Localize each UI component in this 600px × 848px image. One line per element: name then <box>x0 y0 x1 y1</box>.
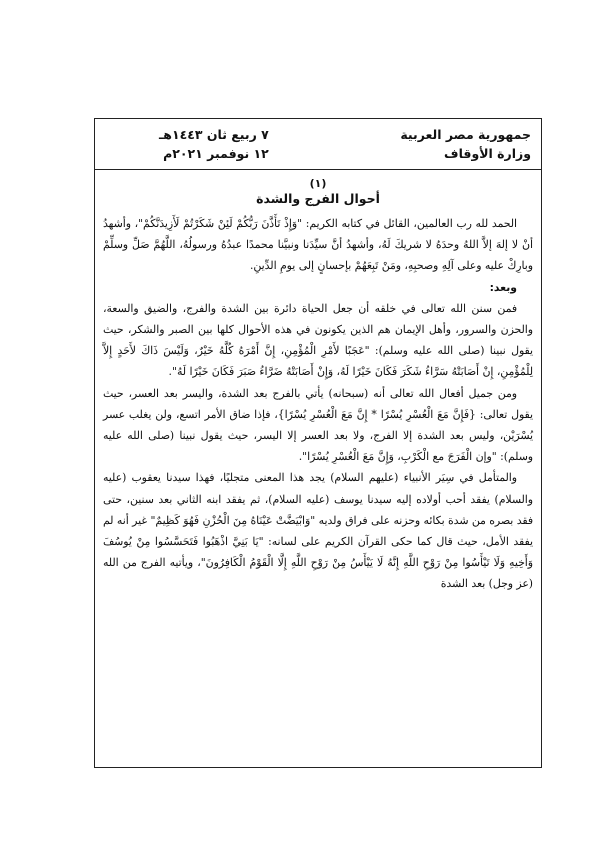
opening-paragraph: الحمد لله رب العالمين، القائل في كتابه الكريم: "وَإِذْ تَأَذَّنَ رَبُّكُمْ لَئِنْ شَكَرْتُمْ لَأَزِيدَنَّكُمْ"، وأشهدُ أنْ لا إلهَ إلاَّ اللهُ وحدَهُ لا شريكَ لَهُ، وأشهدُ أنَّ سيِّدَنا ونبيَّنا محمدًا عبدُهُ ورسولُهُ، اللَّهُمَّ صَلِّ وسلِّمْ وبارِكْ عليه وعلى آلِهِ وصحبِهِ، ومَنْ تَبِعَهُمْ بإحسانٍ إلى يومِ الدِّينِ. <box>103 217 533 273</box>
body-paragraph: ومن جميل أفعال الله تعالى أنه (سبحانه) يأتي بالفرج بعد الشدة، واليسر بعد العسر، حيث يقول تعالى: {فَإِنَّ مَعَ الْعُسْرِ يُسْرًا * إِنَّ مَعَ الْعُسْرِ يُسْرًا}، فإذا ضاق الأمر اتسع، ولن يغلب عسر يُسْرَيْن، وليس بعد الشدة إلا الفرج، ولا بعد العسر إلا اليسر، حيث يقول نبينا (صلى الله عليه وسلم): "وإن الْفَرَجَ مع الْكَرْبِ، وَإِنَّ مَعَ الْعُسْرِ يُسْرًا". <box>103 386 533 464</box>
body-paragraph: والمتأمل في سِيَر الأنبياء (عليهم السلام) يجد هذا المعنى متجليًا، فهذا سيدنا يعقوب (عليه والسلام) يفقد أحب أولاده إليه سيدنا يوسف (عليه السلام)، ثم يفقد ابنه الثاني بعد سنين، حتى فقد بصره من شدة بكائه وحزنه على فراق ولديه "وَابْيَضَّتْ عَيْنَاهُ مِنَ الْحُزْنِ فَهُوَ كَظِيمٌ" غير أنه لم يفقد الأمل، حيث قال كما حكى القرآن الكريم على لسانه: "يَا بَنِيَّ اذْهَبُوا فَتَحَسَّسُوا مِنْ يُوسُفَ وَأَخِيهِ وَلَا تَيْأَسُوا مِنْ رَوْحِ اللَّهِ إِنَّهُ لَا يَيْأَسُ مِنْ رَوْحِ اللَّهِ إِلَّا الْقَوْمُ الْكَافِرُونَ"، ويأتيه الفرج من الله (عز وجل) بعد الشدة <box>103 471 533 591</box>
letterhead <box>95 119 541 170</box>
sermon-heading <box>95 177 541 207</box>
date-gregorian: ١٢ نوفمبر ٢٠٢١م <box>163 146 269 161</box>
sermon-body <box>103 213 533 595</box>
body-paragraph: فمن سنن الله تعالى في خلقه أن جعل الحياة دائرة بين الشدة والفرج، والضيق والسعة، والحزن والسرور، وأهل الإيمان هم الذين يكونون في هذه الأحوال كلها بين الصبر والشكر، حيث يقول نبينا (صلى الله عليه وسلم): "عَجَبًا لأَمْرِ الْمُؤْمِنِ، إِنَّ أَمْرَهُ كُلَّهُ خَيْرٌ، وَلَيْسَ ذَاكَ لأَحَدٍ إِلاَّ لِلْمُؤْمِنِ، إِنْ أَصَابَتْهُ سَرَّاءُ شَكَرَ فَكَانَ خَيْرًا لَهُ، وَإِنْ أَصَابَتْهُ ضَرَّاءُ صَبَرَ فَكَانَ خَيْرًا لَهُ". <box>103 301 533 379</box>
sermon-number: (١) <box>309 177 327 190</box>
transition-label: وبعد: <box>489 280 517 294</box>
date-hijri: ٧ ربيع ثان ١٤٤٣هـ <box>159 127 269 142</box>
sermon-title: أحوال الفرج والشدة <box>256 191 380 206</box>
issuer-block <box>400 125 531 163</box>
country-name: جمهورية مصر العربية <box>400 127 531 142</box>
ministry-name: وزارة الأوقاف <box>444 146 531 161</box>
date-block <box>159 125 269 163</box>
page-frame <box>94 118 542 768</box>
